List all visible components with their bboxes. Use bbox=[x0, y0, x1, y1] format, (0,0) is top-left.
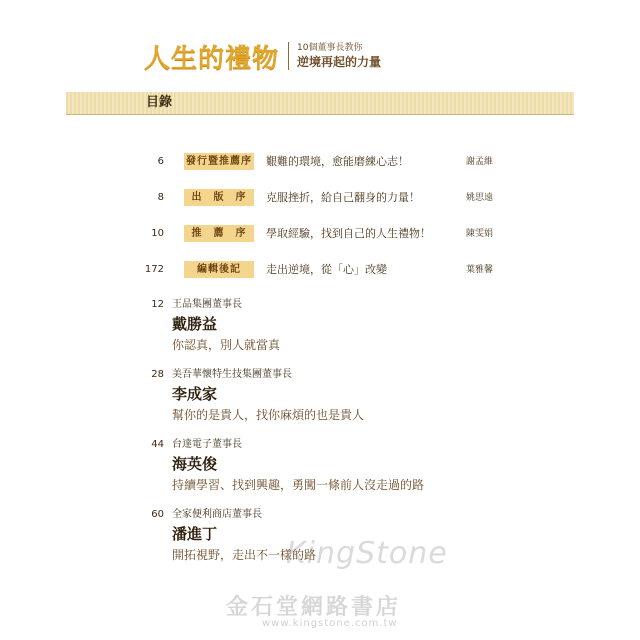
page-number: 6 bbox=[157, 156, 164, 167]
page-number: 60 bbox=[151, 509, 164, 520]
page-number: 44 bbox=[151, 439, 164, 450]
preface-author: 姚思遠 bbox=[466, 193, 494, 203]
watermark-store-name: 金石堂網路書店 bbox=[226, 594, 402, 620]
chapter-quote: 持續學習、找到興趣，勇闖一條前人沒走過的路 bbox=[172, 478, 425, 492]
page-number: 8 bbox=[157, 192, 164, 203]
chapter-entry bbox=[64, 438, 576, 500]
page-number: 12 bbox=[151, 299, 164, 310]
chapter-quote: 開拓視野，走出不一樣的路 bbox=[172, 548, 317, 562]
preface-author: 陳雯娟 bbox=[466, 229, 494, 239]
book-subtitle bbox=[288, 42, 381, 70]
preface-author: 葉雅馨 bbox=[466, 265, 494, 275]
preface-title: 艱難的環境，愈能磨練心志！ bbox=[266, 155, 409, 168]
preface-tag: 編輯後記 bbox=[184, 261, 254, 278]
watermark-url: www.kingstone.com.tw bbox=[262, 618, 398, 629]
preface-tag: 出 版 序 bbox=[184, 189, 254, 206]
preface-tag: 發行暨推薦序 bbox=[184, 153, 254, 170]
preface-title: 克服挫折，給自己翻身的力量！ bbox=[266, 191, 420, 204]
subtitle-line2: 逆境再起的力量 bbox=[297, 55, 382, 69]
preface-title: 走出逆境，從「心」改變 bbox=[266, 263, 387, 276]
chapter-role: 台達電子董事長 bbox=[172, 439, 242, 450]
preface-tag: 推 薦 序 bbox=[184, 225, 254, 242]
chapter-role: 王品集團董事長 bbox=[172, 299, 242, 310]
preface-row bbox=[64, 224, 576, 244]
chapter-entry bbox=[64, 368, 576, 430]
page-number: 172 bbox=[144, 264, 164, 275]
page-number: 10 bbox=[151, 228, 164, 239]
chapter-role: 美吾華懷特生技集團董事長 bbox=[172, 369, 292, 380]
toc-header-bar bbox=[66, 92, 574, 115]
preface-author: 謝孟維 bbox=[466, 157, 494, 167]
chapter-name: 李成家 bbox=[172, 385, 218, 403]
chapter-role: 全家便利商店董事長 bbox=[172, 509, 262, 520]
preface-row bbox=[64, 188, 576, 208]
book-header bbox=[144, 38, 464, 88]
watermark-logo: KingStone bbox=[286, 536, 448, 571]
chapter-entry bbox=[64, 298, 576, 360]
chapter-quote: 你認真，別人就當真 bbox=[172, 338, 281, 352]
chapter-quote: 幫你的是貴人，找你麻煩的也是貴人 bbox=[172, 408, 365, 422]
chapter-name: 戴勝益 bbox=[172, 315, 218, 333]
chapter-name: 潘進丁 bbox=[172, 525, 218, 543]
preface-row bbox=[64, 152, 576, 172]
book-title: 人生的禮物 bbox=[144, 44, 280, 74]
toc-title: 目錄 bbox=[146, 95, 173, 110]
chapter-name: 海英俊 bbox=[172, 455, 218, 473]
subtitle-line1: 10個董事長教你 bbox=[297, 43, 363, 53]
preface-row bbox=[64, 260, 576, 280]
page-number: 28 bbox=[151, 369, 164, 380]
preface-title: 學取經驗，找到自己的人生禮物！ bbox=[266, 227, 431, 240]
